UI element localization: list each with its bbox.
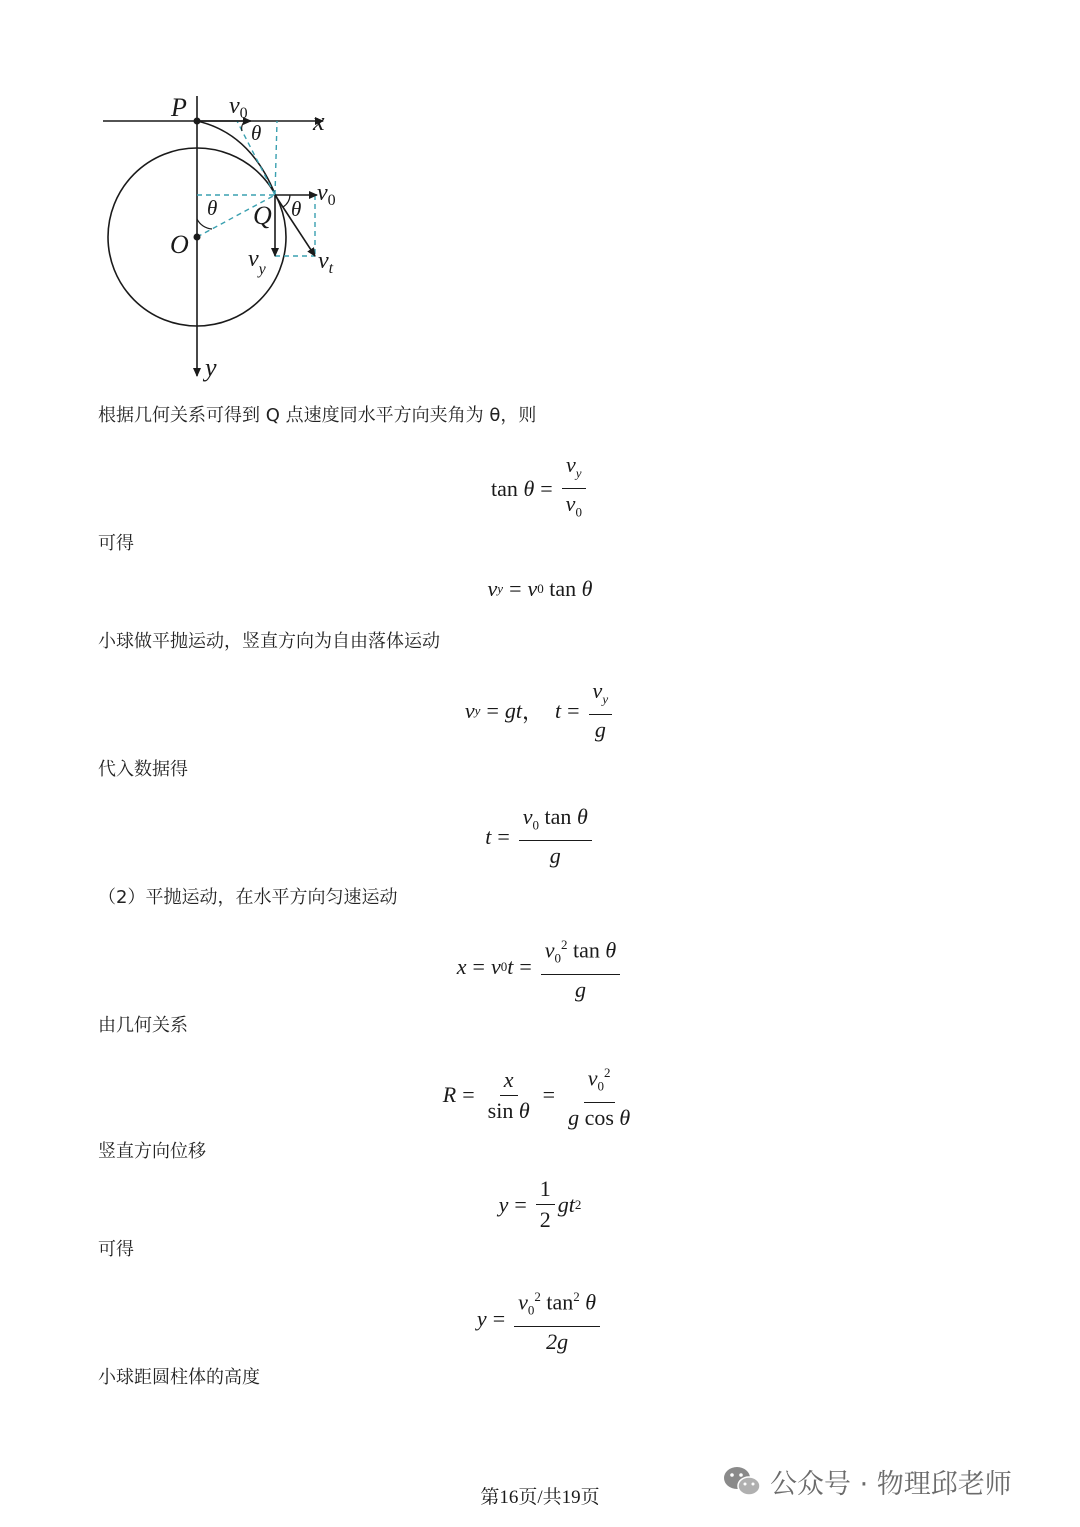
label-v0-right: $v_0$ xyxy=(317,180,336,209)
wechat-icon xyxy=(722,1465,762,1499)
projectile-circle-diagram xyxy=(95,88,355,388)
label-q: Q xyxy=(253,201,272,230)
watermark xyxy=(722,1462,1012,1501)
paragraph-substitute: 代入数据得 xyxy=(98,759,188,780)
equation-tan-theta: tan θ = $\frac{v_y}{v_0}$ xyxy=(0,452,1080,526)
paragraph-free-fall: 小球做平抛运动，竖直方向为自由落体运动 xyxy=(98,631,440,652)
angle-arc-top xyxy=(242,121,245,131)
paragraph-result-2: 可得 xyxy=(98,1239,134,1260)
equation-x: x = v 0 t = $\frac{v_0^2 \tan \theta}{g}$ xyxy=(0,932,1080,1003)
paragraph-height: 小球距圆柱体的高度 xyxy=(98,1367,260,1388)
label-x: x xyxy=(313,107,325,136)
equation-vy: v y = v 0 tan θ xyxy=(487,576,593,601)
angle-arc-center xyxy=(197,219,212,229)
page-footer: 第16页/共19页 xyxy=(480,1487,600,1508)
label-v0-top: $v_0$ xyxy=(229,93,248,122)
paragraph-horizontal-motion: （2）平抛运动，在水平方向匀速运动 xyxy=(98,887,398,908)
label-theta-top: θ xyxy=(251,121,262,145)
angle-arc-q xyxy=(283,195,290,207)
label-vt: $v_t$ xyxy=(318,248,334,277)
watermark-text: 公众号 · 物理邱老师 xyxy=(770,1469,1012,1500)
label-theta-center: θ xyxy=(207,196,218,220)
equation-r: R = $\frac{x}{\text{sin θ}}$ = $\frac{v_0^2}{\text{g cos θ}}$ xyxy=(0,1060,1080,1131)
equation-t: t = $\frac{v_0 \tan \theta}{g}$ xyxy=(0,804,1080,869)
label-vy: $v_y$ xyxy=(248,246,266,278)
label-o: O xyxy=(170,230,189,259)
equation-y: y = $\frac{v_0^2 \tan^2 \theta}{2g}$ xyxy=(0,1284,1080,1355)
label-theta-q: θ xyxy=(291,197,302,221)
label-p: P xyxy=(171,93,187,122)
equation-vy-gt: v y = gt ， t = $\frac{v_y}{g}$ xyxy=(0,678,1080,743)
label-y: y xyxy=(205,353,217,382)
equation-y-half-gt2: y = $\frac{1}{2}$ gt 2 xyxy=(498,1176,582,1232)
paragraph-result-1: 可得 xyxy=(98,533,134,554)
point-o-dot xyxy=(194,234,201,241)
point-p-dot xyxy=(194,118,201,125)
paragraph-angle-relation: 根据几何关系可得到 Q 点速度同水平方向夹角为 θ，则 xyxy=(98,405,537,426)
paragraph-vertical-displacement: 竖直方向位移 xyxy=(98,1141,206,1162)
paragraph-geometry: 由几何关系 xyxy=(98,1015,188,1036)
